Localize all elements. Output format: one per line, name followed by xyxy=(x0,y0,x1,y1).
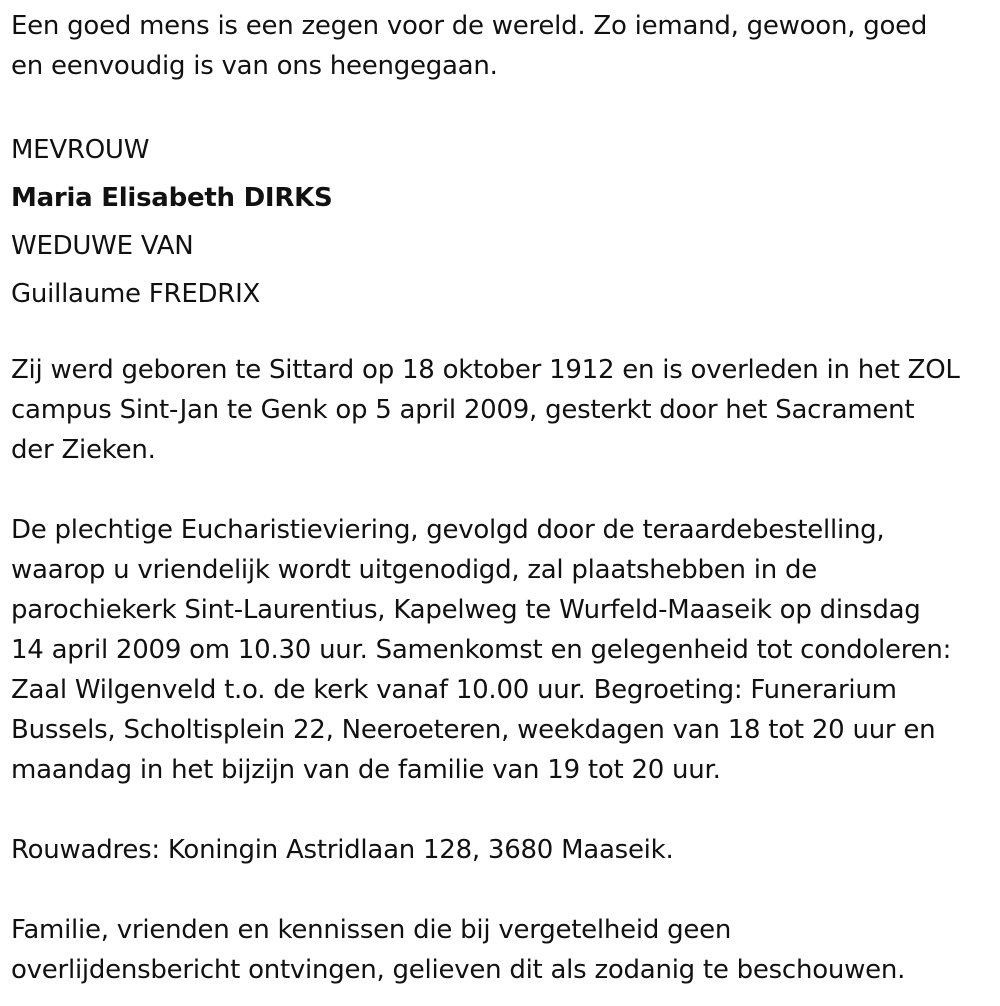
service-line: Zaal Wilgenveld t.o. de kerk vanaf 10.00 uur. Begroeting: Funerarium xyxy=(11,675,897,705)
service-line: De plechtige Eucharistieviering, gevolgd door de teraardebestelling, xyxy=(11,515,885,545)
spacer xyxy=(11,870,996,910)
spacer xyxy=(11,318,996,350)
relation-label: WEDUWE VAN xyxy=(11,231,194,261)
birth-death-line: der Zieken. xyxy=(11,435,156,465)
service-line: maandag in het bijzijn van de familie van 19 tot 20 uur. xyxy=(11,755,721,785)
service-line: parochiekerk Sint-Laurentius, Kapelweg te Wurfeld-Maaseik op dinsdag xyxy=(11,595,921,625)
deceased-name: Maria Elisabeth DIRKS xyxy=(11,183,333,213)
spouse-name: Guillaume FREDRIX xyxy=(11,279,261,309)
spacer xyxy=(11,470,996,510)
closing-line: overlijdensbericht ontvingen, gelieven dit als zodanig te beschouwen. xyxy=(11,955,906,985)
service-line: waarop u vriendelijk wordt uitgenodigd, zal plaatshebben in de xyxy=(11,555,817,585)
mourning-address: Rouwadres: Koningin Astridlaan 128, 3680 Maaseik. xyxy=(11,835,674,865)
service-line: Bussels, Scholtisplein 22, Neeroeteren, weekdagen van 18 tot 20 uur en xyxy=(11,715,936,745)
closing-line: Familie, vrienden en kennissen die bij vergetelheid geen xyxy=(11,915,732,945)
intro-line: en eenvoudig is van ons heengegaan. xyxy=(11,51,498,81)
birth-death-line: campus Sint-Jan te Genk op 5 april 2009, gesterkt door het Sacrament xyxy=(11,395,915,425)
title-label: MEVROUW xyxy=(11,135,150,165)
spacer xyxy=(11,86,996,126)
birth-death-line: Zij werd geboren te Sittard op 18 oktober 1912 en is overleden in het ZOL xyxy=(11,355,960,385)
death-notice xyxy=(11,6,996,990)
service-line: 14 april 2009 om 10.30 uur. Samenkomst en gelegenheid tot condoleren: xyxy=(11,635,952,665)
intro-line: Een goed mens is een zegen voor de wereld. Zo iemand, gewoon, goed xyxy=(11,11,928,41)
spacer xyxy=(11,790,996,830)
